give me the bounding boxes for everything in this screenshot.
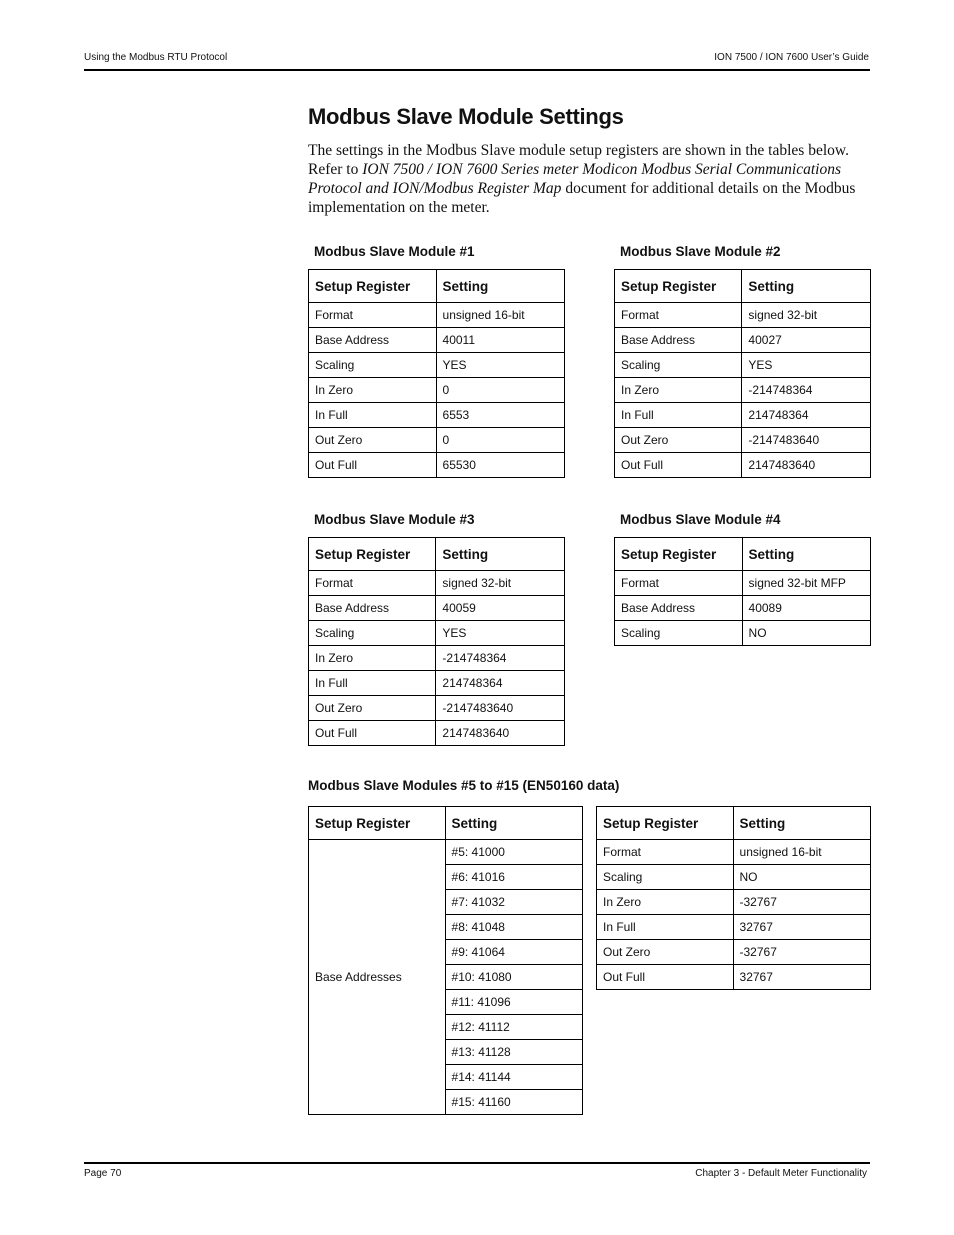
register-name: Format (309, 303, 437, 328)
module-4-table (614, 537, 871, 646)
register-value: 0 (436, 428, 564, 453)
table-row (309, 378, 565, 403)
register-value: YES (742, 353, 871, 378)
module-3-caption: Modbus Slave Module #3 (314, 512, 475, 527)
setup-register-header: Setup Register (309, 538, 436, 571)
module-2-caption: Modbus Slave Module #2 (620, 244, 781, 259)
register-name: Out Full (615, 453, 742, 478)
register-name: Out Full (309, 453, 437, 478)
module-1-caption: Modbus Slave Module #1 (314, 244, 475, 259)
register-value: -32767 (733, 890, 870, 915)
register-value: signed 32-bit (742, 303, 871, 328)
register-value: NO (742, 621, 870, 646)
running-header-right: ION 7500 / ION 7600 User’s Guide (714, 52, 869, 63)
table-row (615, 428, 871, 453)
base-address-value: #8: 41048 (445, 915, 582, 940)
register-name: Out Zero (597, 940, 734, 965)
register-name: Out Zero (615, 428, 742, 453)
table-row (309, 571, 565, 596)
register-value: unsigned 16-bit (733, 840, 870, 865)
header-row (615, 270, 871, 303)
base-address-value: #14: 41144 (445, 1065, 582, 1090)
register-value: 2147483640 (742, 453, 871, 478)
module-5-15-caption: Modbus Slave Modules #5 to #15 (EN50160 data) (308, 778, 620, 793)
register-value: 214748364 (436, 671, 565, 696)
chapter-title: Chapter 3 - Default Meter Functionality (695, 1168, 867, 1179)
register-name: Format (615, 571, 743, 596)
register-value: 40089 (742, 596, 870, 621)
table-row (309, 303, 565, 328)
setting-header: Setting (742, 538, 870, 571)
table-row (309, 840, 583, 865)
register-value: 6553 (436, 403, 564, 428)
register-name: In Zero (309, 378, 437, 403)
register-value: 40027 (742, 328, 871, 353)
register-value: YES (436, 353, 564, 378)
register-name: Scaling (615, 621, 743, 646)
intro-text-1: The settings in the Modbus Slave module setup registers are shown in the tables below. Refer to (308, 142, 849, 178)
table-row (615, 571, 871, 596)
register-name: In Zero (615, 378, 742, 403)
register-name: In Full (615, 403, 742, 428)
base-address-value: #7: 41032 (445, 890, 582, 915)
register-name: Format (597, 840, 734, 865)
table-row (309, 453, 565, 478)
table-row (597, 865, 871, 890)
register-name: Out Full (597, 965, 734, 990)
table-row (309, 328, 565, 353)
base-address-value: #10: 41080 (445, 965, 582, 990)
page-title: Modbus Slave Module Settings (308, 104, 624, 129)
register-value: NO (733, 865, 870, 890)
table-row (615, 621, 871, 646)
register-value: 2147483640 (436, 721, 565, 746)
setting-header: Setting (733, 807, 870, 840)
register-value: -32767 (733, 940, 870, 965)
register-value: 40011 (436, 328, 564, 353)
setup-register-header: Setup Register (615, 538, 743, 571)
header-row (615, 538, 871, 571)
register-name: Base Address (309, 596, 436, 621)
footer-rule (84, 1162, 870, 1164)
base-address-value: #12: 41112 (445, 1015, 582, 1040)
table-row (309, 403, 565, 428)
module-5-15-address-table (308, 806, 583, 1115)
header-rule (84, 69, 870, 71)
table-row (597, 840, 871, 865)
header-row (309, 538, 565, 571)
module-3-table (308, 537, 565, 746)
base-addresses-label: Base Addresses (309, 840, 446, 1115)
register-value: -2147483640 (742, 428, 871, 453)
register-name: In Zero (309, 646, 436, 671)
setup-register-header: Setup Register (309, 807, 446, 840)
register-value: signed 32-bit (436, 571, 565, 596)
register-name: In Full (597, 915, 734, 940)
header-row (597, 807, 871, 840)
table-row (597, 890, 871, 915)
intro-reference: ION 7500 / ION 7600 Series meter Modicon Modbus Serial Communications Protocol and ION/Modbus Register Map (308, 161, 841, 197)
register-name: Scaling (615, 353, 742, 378)
register-value: 32767 (733, 915, 870, 940)
running-header-left: Using the Modbus RTU Protocol (84, 52, 228, 63)
base-address-value: #9: 41064 (445, 940, 582, 965)
register-name: Base Address (309, 328, 437, 353)
base-address-value: #5: 41000 (445, 840, 582, 865)
table-row (309, 428, 565, 453)
register-name: In Full (309, 403, 437, 428)
table-row (309, 696, 565, 721)
register-value: 65530 (436, 453, 564, 478)
register-value: -214748364 (436, 646, 565, 671)
register-name: Base Address (615, 328, 742, 353)
register-name: Scaling (309, 353, 437, 378)
setting-header: Setting (436, 538, 565, 571)
table-row (597, 915, 871, 940)
page-number: Page 70 (84, 1168, 122, 1179)
setting-header: Setting (445, 807, 582, 840)
setup-register-header: Setup Register (615, 270, 742, 303)
setting-header: Setting (436, 270, 564, 303)
register-value: 32767 (733, 965, 870, 990)
table-row (615, 328, 871, 353)
header-row (309, 270, 565, 303)
module-4-caption: Modbus Slave Module #4 (620, 512, 781, 527)
table-row (309, 671, 565, 696)
register-name: Out Zero (309, 696, 436, 721)
register-name: Scaling (597, 865, 734, 890)
register-value: YES (436, 621, 565, 646)
table-row (615, 453, 871, 478)
table-row (309, 621, 565, 646)
register-name: Format (309, 571, 436, 596)
table-row (309, 353, 565, 378)
table-row (615, 303, 871, 328)
register-value: 214748364 (742, 403, 871, 428)
base-address-value: #13: 41128 (445, 1040, 582, 1065)
register-name: In Zero (597, 890, 734, 915)
setup-register-header: Setup Register (309, 270, 437, 303)
register-name: Out Full (309, 721, 436, 746)
setup-register-header: Setup Register (597, 807, 734, 840)
header-row (309, 807, 583, 840)
register-name: Out Zero (309, 428, 437, 453)
module-2-table (614, 269, 871, 478)
module-5-15-settings-table (596, 806, 871, 990)
table-row (615, 353, 871, 378)
table-row (597, 940, 871, 965)
register-value: signed 32-bit MFP (742, 571, 870, 596)
register-value: unsigned 16-bit (436, 303, 564, 328)
base-address-value: #6: 41016 (445, 865, 582, 890)
intro-text-2: document for additional details on the Modbus implementation on the meter. (308, 180, 856, 216)
base-address-value: #11: 41096 (445, 990, 582, 1015)
register-name: Base Address (615, 596, 743, 621)
register-name: In Full (309, 671, 436, 696)
module-1-table (308, 269, 565, 478)
table-row (615, 403, 871, 428)
intro-paragraph (308, 141, 868, 217)
register-value: 40059 (436, 596, 565, 621)
table-row (309, 721, 565, 746)
table-row (597, 965, 871, 990)
table-row (615, 596, 871, 621)
register-value: -2147483640 (436, 696, 565, 721)
base-address-value: #15: 41160 (445, 1090, 582, 1115)
table-row (615, 378, 871, 403)
register-name: Format (615, 303, 742, 328)
register-name: Scaling (309, 621, 436, 646)
setting-header: Setting (742, 270, 871, 303)
register-value: 0 (436, 378, 564, 403)
table-row (309, 646, 565, 671)
register-value: -214748364 (742, 378, 871, 403)
table-row (309, 596, 565, 621)
